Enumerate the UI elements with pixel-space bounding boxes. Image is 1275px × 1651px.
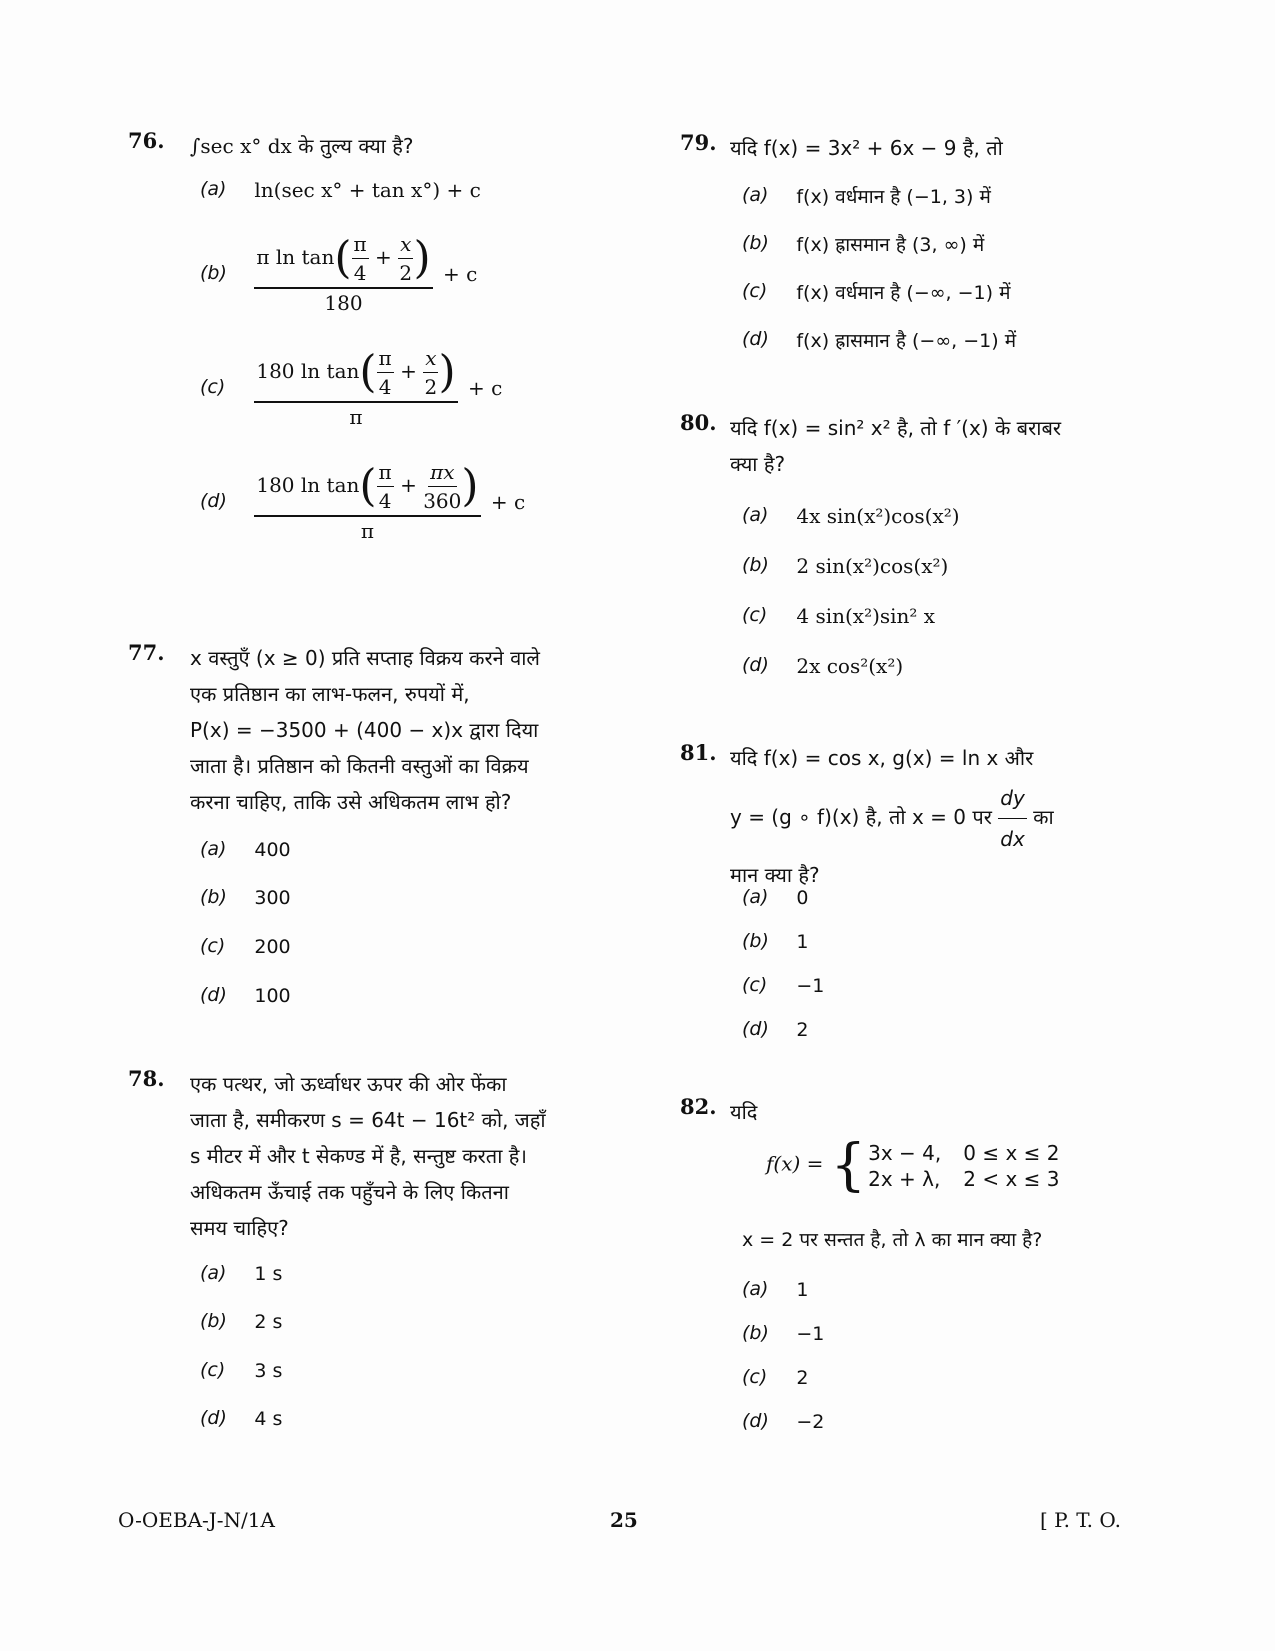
option-82a[interactable]: (a) 1: [742, 1278, 809, 1301]
question-number: 76.: [128, 128, 165, 153]
option-78b[interactable]: (b) 2 s: [200, 1310, 283, 1333]
page-number: 25: [610, 1508, 638, 1532]
option-80d[interactable]: (d) 2x cos²(x²): [742, 653, 904, 678]
question-number: 81.: [680, 740, 717, 765]
option-79b[interactable]: (b) f(x) ह्रासमान है (3, ∞) में: [742, 232, 985, 256]
question-number: 77.: [128, 640, 165, 665]
option-80c[interactable]: (c) 4 sin(x²)sin² x: [742, 603, 936, 628]
question-stem: x वस्तुएँ (x ≥ 0) प्रति सप्ताह विक्रय करने वाले एक प्रतिष्ठान का लाभ-फलन, रुपयों में, P(x) = −3500 + (400 − x)x द्वारा दिया जाता है। प्रतिष्ठान को कितनी वस्तुओं का विक्रय करना चाहिए, ताकि उसे अधिकतम लाभ हो?: [190, 646, 540, 814]
question-intro: यदि: [730, 1100, 758, 1124]
question-number: 79.: [680, 130, 717, 155]
option-81d[interactable]: (d) 2: [742, 1018, 809, 1041]
option-79c[interactable]: (c) f(x) वर्धमान है (−∞, −1) में: [742, 280, 1011, 304]
option-78a[interactable]: (a) 1 s: [200, 1262, 283, 1285]
question-stem: [190, 128, 608, 164]
fraction: 180 ln tan( $\frac{\pi}{4}$ + $\frac{\pi x}{360}$ ) π: [256, 460, 479, 543]
option-82d[interactable]: (d) −2: [742, 1410, 825, 1433]
option-80b[interactable]: (b) 2 sin(x²)cos(x²): [742, 553, 949, 578]
paper-code: O-OEBA-J-N/1A: [118, 1508, 275, 1532]
question-stem: यदि f(x) = 3x² + 6x − 9 है, तो: [730, 136, 1003, 160]
option-76d[interactable]: (d) 180 ln tan( $\frac{\pi}{4}$ + $\frac{\pi x}{360}$ ) π + c: [200, 460, 526, 543]
option-77a[interactable]: (a) 400: [200, 838, 291, 861]
fraction: 180 ln tan( $\frac{\pi}{4}$ + $\frac{x}{2}$ ) π: [256, 346, 456, 429]
question-82-tail: x = 2 पर सन्तत है, तो λ का मान क्या है?: [742, 1229, 1043, 1251]
option-81a[interactable]: (a) 0: [742, 886, 809, 909]
integral-expression: ∫sec x° dx: [190, 134, 292, 158]
question-number: 80.: [680, 410, 717, 435]
question-stem: यदि f(x) = sin² x² है, तो f ′(x) के बराबर क्या है?: [730, 416, 1062, 476]
question-number: 78.: [128, 1066, 165, 1091]
option-79a[interactable]: (a) f(x) वर्धमान है (−1, 3) में: [742, 184, 991, 208]
question-stem: यदि f(x) = cos x, g(x) = ln x और y = (g ∘ f)(x) है, तो x = 0 पर $\frac{dy}{dx}$ का मान क्या है?: [730, 746, 1054, 887]
option-77c[interactable]: (c) 200: [200, 935, 291, 958]
option-77d[interactable]: (d) 100: [200, 984, 291, 1007]
option-81b[interactable]: (b) 1: [742, 930, 809, 953]
derivative-fraction: $\frac{dy}{dx}$: [998, 780, 1027, 857]
option-79d[interactable]: (d) f(x) ह्रासमान है (−∞, −1) में: [742, 328, 1017, 352]
brace: {: [830, 1133, 867, 1198]
fraction: π ln tan( $\frac{\pi}{4}$ + $\frac{x}{2}$ ) 180: [256, 232, 431, 315]
question-number: 82.: [680, 1094, 717, 1119]
pto-label: [ P. T. O.: [1040, 1508, 1121, 1532]
option-78c[interactable]: (c) 3 s: [200, 1359, 283, 1382]
option-76b[interactable]: (b) π ln tan( $\frac{\pi}{4}$ + $\frac{x}{2}$ ) 180 + c: [200, 232, 478, 315]
stem-text: के तुल्य क्या है?: [298, 134, 414, 158]
piecewise-function: f(x) = { 3x − 4, 0 ≤ x ≤ 2 2x + λ, 2 < x ≤ 3: [766, 1133, 1060, 1198]
option-81c[interactable]: (c) −1: [742, 974, 825, 997]
option-76a[interactable]: (a) ln(sec x° + tan x°) + c: [200, 177, 481, 202]
option-76c[interactable]: (c) 180 ln tan( $\frac{\pi}{4}$ + $\frac{x}{2}$ ) π + c: [200, 346, 503, 429]
option-82b[interactable]: (b) −1: [742, 1322, 825, 1345]
option-77b[interactable]: (b) 300: [200, 886, 291, 909]
option-80a[interactable]: (a) 4x sin(x²)cos(x²): [742, 503, 960, 528]
option-78d[interactable]: (d) 4 s: [200, 1407, 283, 1430]
question-stem: एक पत्थर, जो ऊर्ध्वाधर ऊपर की ओर फेंका जाता है, समीकरण s = 64t − 16t² को, जहाँ s मीटर में और t सेकण्ड में है, सन्तुष्ट करता है। अधिकतम ऊँचाई तक पहुँचने के लिए कितना समय चाहिए?: [190, 1072, 546, 1240]
option-82c[interactable]: (c) 2: [742, 1366, 809, 1389]
